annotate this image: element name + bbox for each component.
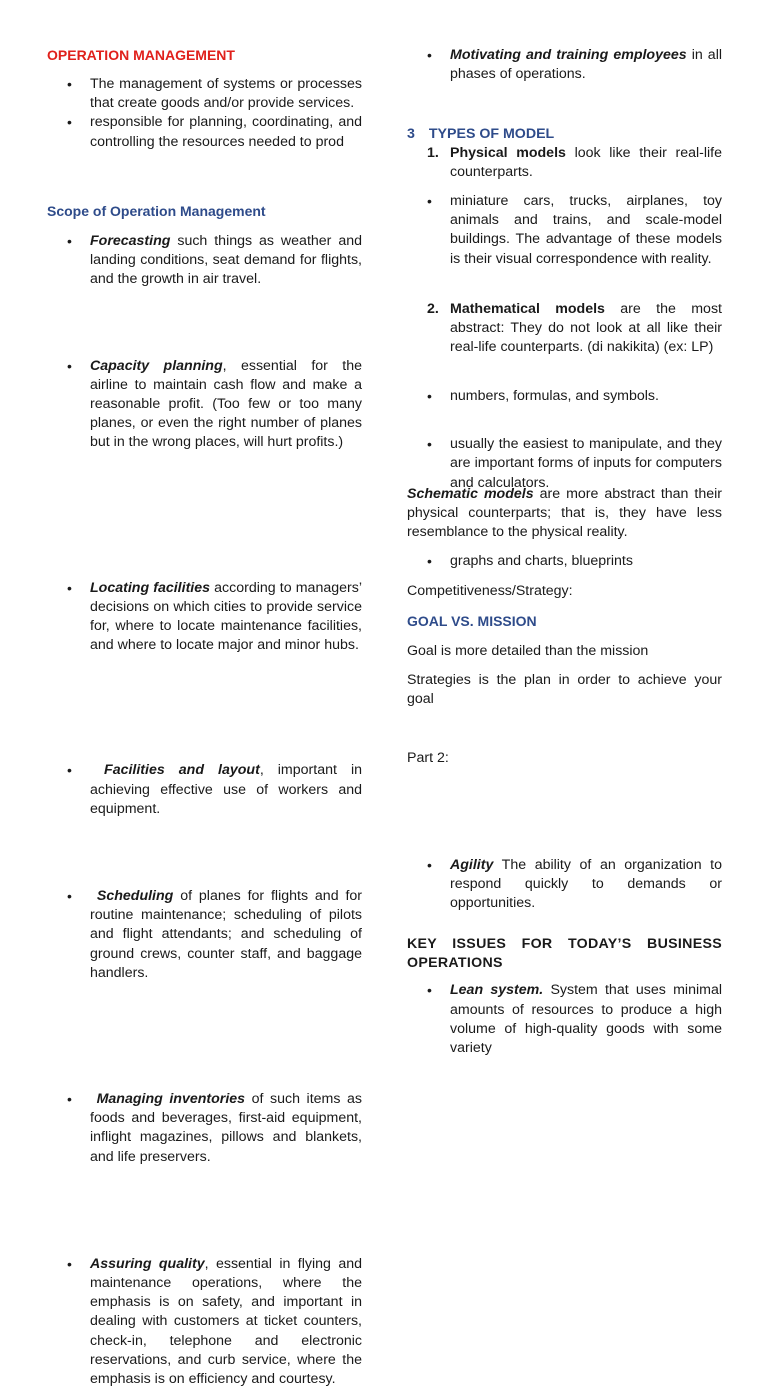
scope-text: , important in achieving effective use of workers and equipment. [90, 762, 362, 817]
scope-term: Capacity planning [90, 357, 223, 374]
competitiveness-label: Competitiveness/Strategy: [407, 583, 573, 599]
scope-term: Assuring quality [90, 1255, 205, 1272]
math-bullet-1: • numbers, formulas, and symbols. [407, 387, 722, 406]
scope-item-locating [47, 579, 362, 656]
scope-item-capacity [47, 357, 362, 453]
schematic-text: are more abstract than their physical counterparts; that is, they have less resemblance to the physical reality. [407, 486, 722, 541]
scope-item-quality [47, 1255, 362, 1389]
goal-vs-mission-heading: GOAL VS. MISSION [407, 613, 537, 629]
math-bullet-2: • usually the easiest to manipulate, and they are important forms of inputs for computers and calculators. [407, 435, 722, 493]
lean-term: Lean system. [450, 982, 544, 999]
scope-heading: Scope of Operation Management [47, 203, 266, 219]
schematic-bullet: • graphs and charts, blueprints [407, 552, 722, 571]
right-column [407, 46, 723, 1057]
scope-item-forecasting [47, 232, 362, 290]
physical-bullet: • miniature cars, trucks, airplanes, toy animals and trains, and scale-model buildings. The advantage of these models is their visual correspondence with reality. [407, 192, 722, 269]
goal-text: Goal is more detailed than the mission [407, 643, 649, 659]
strategies-text: Strategies is the plan in order to achieve your goal [407, 672, 722, 708]
left-column [47, 46, 363, 1388]
scope-text: , essential for the airline to maintain cash flow and make a reasonable profit. (Too few or too many planes, or even the right number of planes but in the wrong places, will hurt profits.) [90, 357, 363, 451]
key-issues-heading: KEY ISSUES FOR TODAY’S BUSINESS OPERATIONS [407, 936, 722, 972]
scope-item-scheduling [47, 887, 362, 983]
physical-bullet-list [407, 192, 722, 269]
mathematical-text: are the most abstract: They do not look at all like their real-life counterparts. (di nakikita) (ex: LP) [450, 301, 722, 356]
scope-term: Facilities and layout [104, 762, 260, 779]
physical-model-item [407, 144, 722, 182]
schematic-term: Schematic models [407, 486, 534, 502]
scope-text: according to managers’ decisions on which cities to provide service for, where to locate maintenance facilities, and where to locate major and minor hubs. [90, 579, 362, 654]
lean-text: System that uses minimal amounts of resources to produce a high volume of high-quality goods with some variety [450, 982, 722, 1057]
scope-term: Forecasting [90, 233, 171, 249]
scope-item-inventories [47, 1090, 362, 1167]
scope-term: Locating facilities [90, 579, 211, 596]
item-number: 2. [427, 301, 439, 317]
schematic-paragraph [407, 485, 722, 543]
scope-text: of planes for flights and for routine maintenance; scheduling of pilots and flight attendants; and scheduling of ground crews, counter staff, and baggage handlers. [90, 888, 362, 981]
agility-term: Agility [450, 856, 494, 873]
scope-text: of such items as foods and beverages, first-aid equipment, inflight magazines, pillows and blankets, and life preservers. [90, 1091, 362, 1165]
scope-text: such things as weather and landing conditions, seat demand for flights, and the growth in air travel. [90, 233, 362, 288]
intro-bullet-1: • The management of systems or processes that create goods and/or provide services. [47, 75, 362, 113]
motivating-term: Motivating and training employees [450, 47, 687, 63]
scope-term: Scheduling [96, 888, 174, 905]
scope-term: Managing inventories [96, 1091, 246, 1108]
schematic-bullet-list [407, 552, 722, 571]
intro-bullet-list [47, 75, 362, 152]
scope-item-facilities [47, 761, 362, 819]
types-heading-text: TYPES OF MODEL [428, 126, 555, 142]
intro-bullet-2: • responsible for planning, coordinating, and controlling the resources needed to prod [47, 113, 362, 151]
item-number: 1. [427, 145, 439, 161]
agility-text: The ability of an organization to respond quickly to demands or opportunities. [450, 856, 722, 912]
mathematical-term: Mathematical models [450, 301, 605, 317]
agility-item [407, 856, 722, 914]
lean-item [407, 981, 722, 1058]
part2-label: Part 2: [407, 750, 449, 766]
physical-model-item-list [407, 144, 722, 182]
mathematical-model-item-list [407, 300, 722, 358]
types-heading [407, 125, 722, 144]
motivating-item [407, 46, 722, 84]
types-number: 3 [407, 126, 415, 142]
scope-text: , essential in flying and maintenance operations, where the emphasis is on safety, and important in dealing with customers at ticket counters, check-in, telephone and electronic reservations, and curb service, where the emphasis is on efficiency and courtesy. [90, 1255, 363, 1388]
operation-management-title: OPERATION MANAGEMENT [47, 47, 235, 63]
motivating-list [407, 46, 722, 84]
physical-term: Physical models [450, 145, 566, 161]
mathematical-model-item [407, 300, 722, 358]
physical-text: look like their real-life counterparts. [450, 145, 723, 181]
motivating-text: in all phases of operations. [450, 47, 723, 83]
